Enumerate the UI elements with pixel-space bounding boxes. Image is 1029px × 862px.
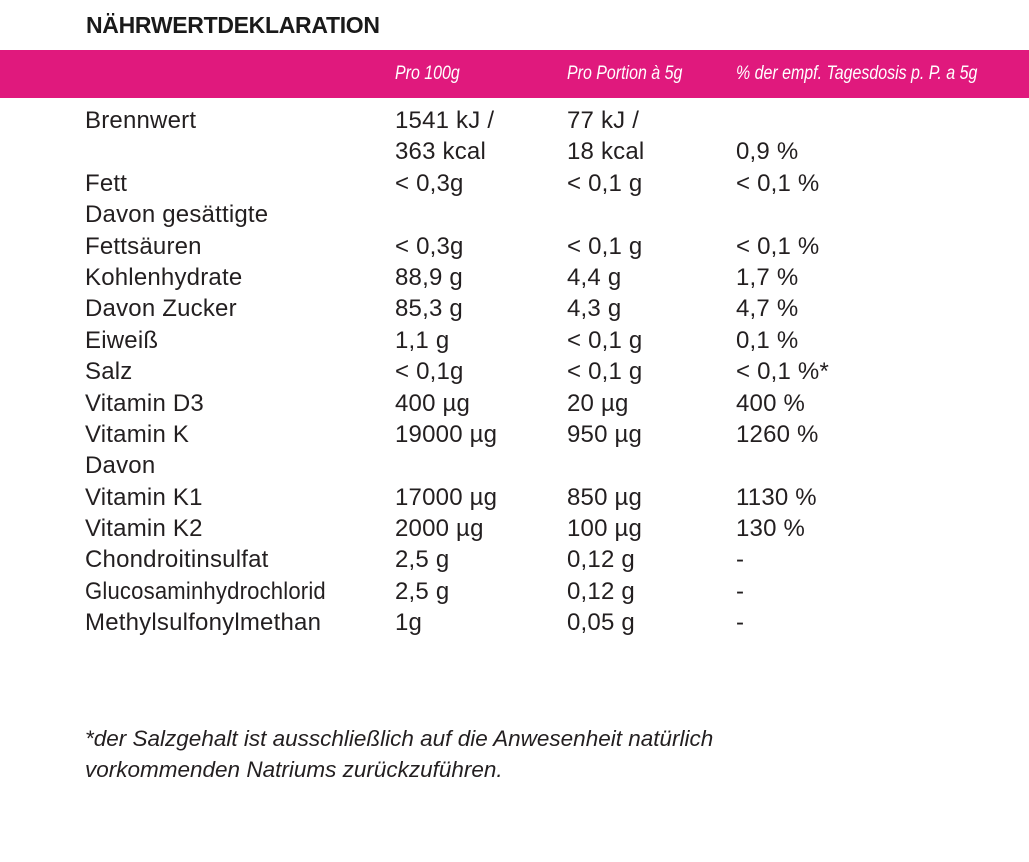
value-per-portion: 4,3 g [567, 295, 622, 323]
value-per-portion: 77 kJ / [567, 107, 640, 134]
value-per-portion: 4,4 g [567, 263, 622, 291]
table-row [0, 136, 1029, 167]
value-per-100g: 85,3 g [395, 295, 463, 323]
table-row [0, 388, 1029, 419]
table-row [0, 105, 1029, 136]
value-per-portion: 100 µg [567, 515, 643, 543]
value-per-100g: 2,5 g [395, 577, 450, 605]
table-row [0, 544, 1029, 575]
nutrient-name: Vitamin K2 [85, 515, 203, 543]
value-per-portion: 950 µg [567, 420, 643, 448]
value-per-portion: < 0,1 g [567, 232, 643, 260]
table-row [0, 325, 1029, 356]
nutrient-name: Chondroitinsulfat [85, 546, 269, 574]
value-per-portion: < 0,1 g [567, 358, 643, 386]
value-daily-percent: 0,9 % [736, 138, 799, 166]
value-daily-percent: 1260 % [736, 420, 819, 448]
value-per-100g: < 0,3g [395, 169, 464, 197]
value-daily-percent: 1130 % [736, 483, 817, 511]
nutrient-name: Vitamin K1 [85, 483, 203, 511]
value-daily-percent: - [736, 577, 745, 605]
nutrient-name: Kohlenhydrate [85, 263, 243, 291]
value-per-100g: 88,9 g [395, 263, 463, 291]
table-header-bar [0, 50, 1029, 98]
footnote-line-2: vorkommenden Natriums zurückzuführen. [85, 757, 503, 782]
nutrition-table [0, 105, 1029, 639]
value-per-portion: 0,12 g [567, 577, 635, 605]
value-per-portion: 0,12 g [567, 546, 635, 574]
value-per-100g: < 0,3g [395, 232, 464, 260]
column-header-per-portion: Pro Portion à 5g [567, 63, 683, 84]
value-daily-percent: 4,7 % [736, 295, 799, 323]
table-row [0, 168, 1029, 199]
value-per-100g: 363 kcal [395, 138, 486, 166]
value-daily-percent: 1,7 % [736, 263, 799, 291]
value-daily-percent: 0,1 % [736, 326, 799, 354]
value-daily-percent: - [736, 609, 745, 637]
value-per-portion: 18 kcal [567, 138, 645, 166]
value-per-100g: 2000 µg [395, 515, 484, 543]
value-per-portion: 20 µg [567, 389, 629, 417]
table-row [0, 513, 1029, 544]
footnote-line-1: *der Salzgehalt ist ausschließlich auf die Anwesenheit natürlich [85, 726, 714, 751]
salt-footnote [85, 723, 985, 785]
value-per-100g: 1,1 g [395, 326, 450, 354]
value-per-portion: 0,05 g [567, 609, 635, 637]
value-daily-percent: < 0,1 % [736, 232, 820, 260]
value-daily-percent: - [736, 546, 745, 574]
nutrient-name: Methylsulfonylmethan [85, 609, 322, 637]
table-row [0, 607, 1029, 638]
nutrient-name: Eiweiß [85, 326, 159, 354]
table-row [0, 356, 1029, 387]
value-per-portion: < 0,1 g [567, 326, 643, 354]
column-header-daily-percent: % der empf. Tagesdosis p. P. a 5g [736, 63, 978, 84]
nutrient-name: Vitamin K [85, 420, 190, 448]
value-per-100g: < 0,1g [395, 358, 464, 386]
value-per-portion: < 0,1 g [567, 169, 643, 197]
column-header-per-100g: Pro 100g [395, 63, 460, 84]
nutrient-name: Vitamin D3 [85, 389, 204, 417]
table-row [0, 419, 1029, 450]
value-daily-percent: 400 % [736, 389, 806, 417]
table-row [0, 450, 1029, 481]
value-per-100g: 1541 kJ / [395, 107, 495, 134]
value-daily-percent: 130 % [736, 515, 806, 543]
nutrient-name: Fett [85, 169, 128, 197]
nutrient-name: Davon [85, 452, 156, 480]
value-daily-percent: < 0,1 % [736, 169, 820, 197]
value-per-100g: 19000 µg [395, 420, 498, 448]
value-per-100g: 17000 µg [395, 483, 498, 511]
value-daily-percent: < 0,1 %* [736, 358, 829, 386]
table-row [0, 293, 1029, 324]
table-row [0, 576, 1029, 607]
nutrient-name: Salz [85, 358, 133, 386]
page-title: NÄHRWERTDEKLARATION [86, 12, 380, 38]
nutrient-name: Brennwert [85, 107, 197, 134]
table-row [0, 262, 1029, 293]
value-per-100g: 2,5 g [395, 546, 450, 574]
value-per-100g: 1g [395, 609, 423, 637]
value-per-portion: 850 µg [567, 483, 643, 511]
nutrient-name: Glucosaminhydrochlorid [85, 577, 326, 605]
table-row [0, 199, 1029, 230]
table-row [0, 482, 1029, 513]
value-per-100g: 400 µg [395, 389, 471, 417]
nutrient-name: Davon Zucker [85, 295, 237, 323]
nutrient-name: Davon gesättigte [85, 201, 269, 229]
nutrient-name: Fettsäuren [85, 232, 202, 260]
table-row [0, 231, 1029, 262]
